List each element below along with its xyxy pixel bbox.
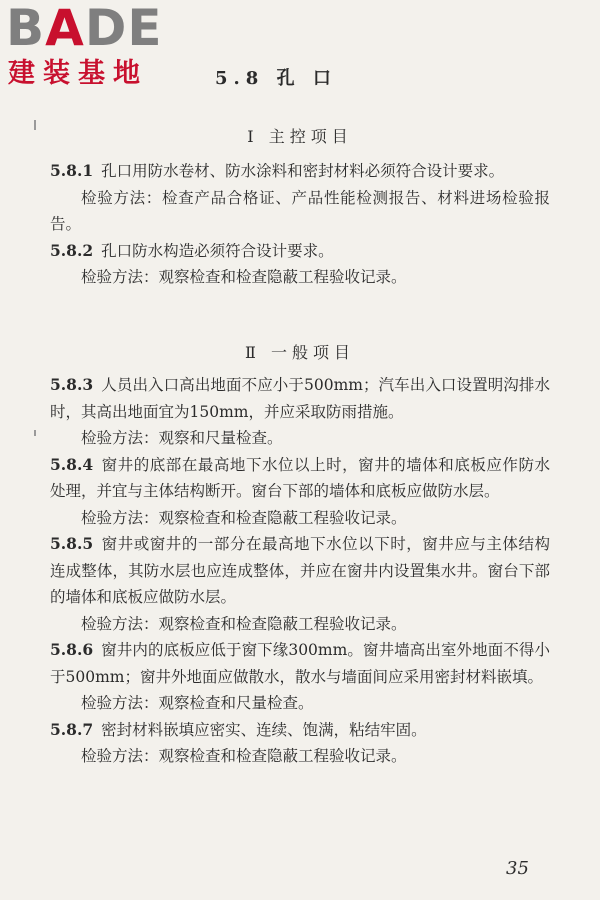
logo-subtitle: 建装基地	[8, 58, 148, 89]
section-title: 5.8 孔 口	[215, 68, 337, 89]
clause-5-8-2: 5.8.2 孔口防水构造必须符合设计要求。	[50, 240, 334, 260]
clause-5-8-7: 5.8.7 密封材料嵌填应密实、连续、饱满，粘结牢固。	[50, 719, 427, 739]
clause-5-8-6: 5.8.6 窗井内的底板应低于窗下缘300mm。窗井墙高出室外地面不得小于500mm；窗井外地面应做散水，散水与墙面间应采用密封材料嵌填。	[50, 640, 550, 686]
method-5-8-2: 检验方法：观察检查和检查隐蔽工程验收记录。	[81, 268, 407, 286]
clause-5-8-1: 5.8.1 孔口用防水卷材、防水涂料和密封材料必须符合设计要求。	[50, 161, 505, 180]
bade-logo	[6, 0, 178, 95]
heading-general: Ⅱ 一般项目	[245, 343, 355, 362]
method-5-8-1: 检验方法：检查产品合格证、产品性能检测报告、材料进场检验报告。	[50, 188, 550, 233]
clause-5-8-5: 5.8.5 窗井或窗井的一部分在最高地下水位以下时，窗井应与主体结构连成整体，其防水层也应连成整体，并应在窗井内设置集水井。窗台下部的墙体和底板应做防水层。	[50, 534, 550, 606]
logo-wordmark: BADE	[6, 0, 163, 57]
margin-mark	[34, 430, 36, 436]
clause-5-8-4: 5.8.4 窗井的底部在最高地下水位以上时，窗井的墙体和底板应作防水处理，并宜与主体结构断开。窗台下部的墙体和底板应做防水层。	[50, 454, 550, 500]
clause-5-8-3: 5.8.3 人员出入口高出地面不应小于500mm；汽车出入口设置明沟排水时，其高出地面宜为150mm，并应采取防雨措施。	[50, 375, 550, 421]
method-5-8-6: 检验方法：观察检查和尺量检查。	[81, 694, 314, 712]
heading-main-control: Ⅰ 主控项目	[247, 127, 353, 146]
method-5-8-3: 检验方法：观察和尺量检查。	[81, 429, 283, 447]
page-number: 35	[506, 858, 529, 879]
general-items	[50, 372, 550, 770]
method-5-8-7: 检验方法：观察检查和检查隐蔽工程验收记录。	[81, 747, 407, 765]
method-5-8-5: 检验方法：观察检查和检查隐蔽工程验收记录。	[81, 614, 407, 633]
main-items	[50, 158, 550, 291]
method-5-8-4: 检验方法：观察检查和检查隐蔽工程验收记录。	[81, 508, 407, 527]
